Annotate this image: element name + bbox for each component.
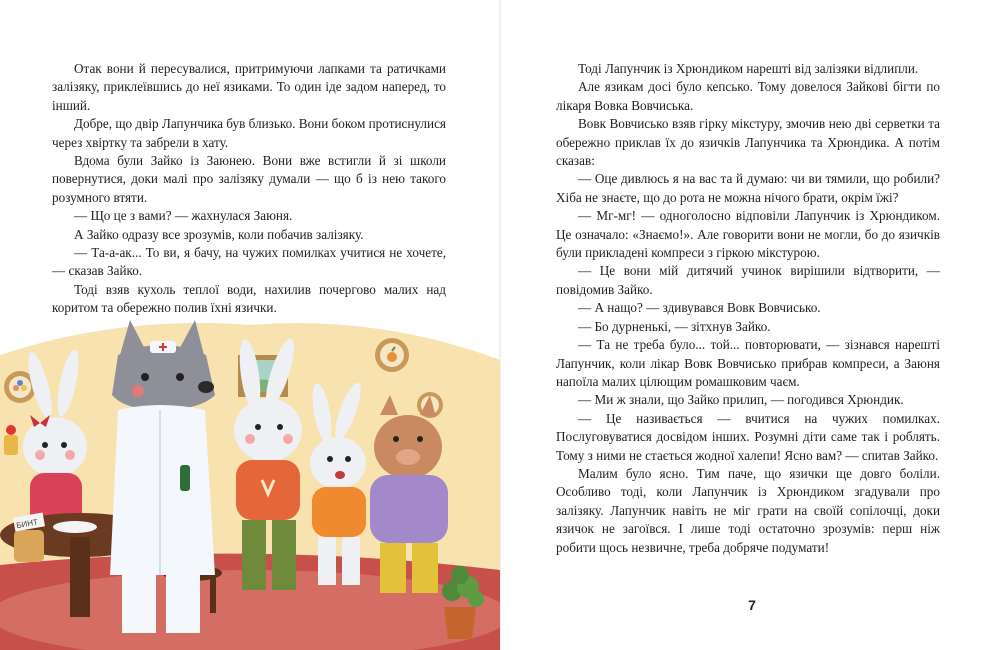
bottle-label: БИНТ: [15, 517, 39, 531]
paragraph: — Бо дурненькі, — зітхнув Зайко.: [578, 318, 771, 334]
paragraph: Вовк Вовчисько взяв гірку мікстуру, змочив нею дві серветки та обережно приклав їх до язичків Лапунчика та Хрюндика. А потім сказав:: [556, 116, 940, 169]
page-number: 7: [748, 597, 756, 613]
story-illustration: [0, 315, 500, 650]
paragraph: — Ми ж знали, що Зайко прилип, — погодився Хрюндик.: [578, 392, 904, 408]
paragraph: — Оце дивлюсь я на вас та й думаю: чи ви тямили, що робили? Хіба не знаєте, що до рота не можна нічого брати, окрім їжі?: [556, 171, 940, 205]
paragraph: — Та-а-ак... То ви, я бачу, на чужих помилках учитися не хочете, — сказав Зайко.: [52, 245, 446, 279]
paragraph: — Та не треба було... той... повторювати, — зізнався нарешті Лапунчик, коли лікар Вовк Вовчисько прибрав компреси, а Заюня напоїла малих цілющим ромашковим чаєм.: [556, 337, 940, 389]
paragraph: Але язикам досі було кепсько. Тому довелося Зайкові бігти по лікаря Вовка Вовчиська.: [556, 79, 940, 113]
paragraph: — Мг-мг! — одноголосно відповіли Лапунчик із Хрюндиком. Це означало: «Знаємо!». Але говорити вони не могли, бо до язичків були прикладені компреси з гіркою мікстурою.: [556, 208, 940, 261]
left-page-text: [52, 60, 446, 318]
right-page-text: [556, 60, 940, 557]
paragraph: — Це називається — вчитися на чужих помилках. Послуговуватися досвідом інших. Розумні діти саме так і роблять. Тому з ними не стається жодної халепи! Ясно вам? — спитав Зайко.: [556, 410, 940, 463]
paragraph: Тоді взяв кухоль теплої води, нахилив почергово малих над коритом та обережно полив їхні язички.: [52, 281, 446, 316]
paragraph: Добре, що двір Лапунчика був близько. Вони боком протиснулися через хвіртку та забрели в хату.: [52, 116, 446, 150]
wall-plate-apple: [375, 338, 409, 372]
paragraph: Отак вони й пересувалися, притримуючи лапками та ратичками залізяку, приклеївшись до неї язиками. То один іде задом наперед, то інший.: [52, 61, 446, 113]
bandage-bottle: [13, 513, 45, 562]
plate: [53, 521, 97, 533]
paragraph: Тоді Лапунчик із Хрюндиком нарешті від залізяки відлипли.: [578, 61, 919, 76]
paragraph: Малим було ясно. Тим паче, що язички ще довго боліли. Особливо тоді, коли Лапунчик із Хрюндиком згадували про залізяку. Лапунчик навіть не міг грати на своїй сопілочці, доки язичок не загоївся. І лише тоді остаточно зрозумів: перш ніж робити щось незвичне, треба добряче подумати!: [556, 465, 940, 555]
paragraph: — Це вони мій дитячий учинок вирішили відтворити, — повідомив Зайко.: [556, 263, 940, 297]
paragraph: Вдома були Зайко із Заюнею. Вони вже встигли й зі школи повернутися, доки малі про залізяку думали — що б із нею такого розумного втяти.: [52, 153, 446, 205]
paragraph: А Зайко одразу все зрозумів, коли побачив залізяку.: [74, 226, 364, 242]
paragraph: — А нащо? — здивувався Вовк Вовчисько.: [578, 300, 821, 316]
wall-vase: [4, 425, 18, 455]
paragraph: — Що це з вами? — жахнулася Заюня.: [74, 208, 293, 224]
